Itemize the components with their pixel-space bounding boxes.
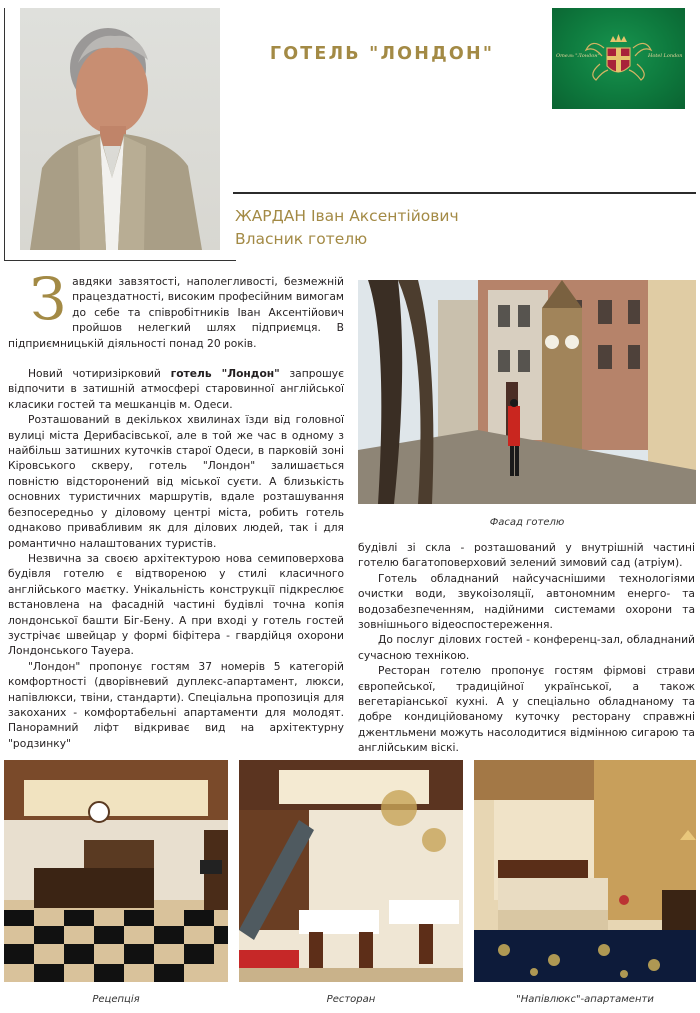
p2-text-before: Новий чотиризірковий (28, 367, 171, 381)
hotel-title: ГОТЕЛЬ "ЛОНДОН" (269, 44, 495, 64)
logo-text-left: Отель "Лондон" (556, 53, 600, 59)
p2-bold: готель "Лондон" (170, 367, 280, 381)
owner-portrait-photo (20, 8, 220, 250)
intro-text: авдяки завзятості, наполегливості, безмежній працездатності, високим професійним вимогам до себе та співробітників Іван Аксентійович пройшов нелегкий шлях підприємця. В підприємницькій діяльності понад 20 років. (8, 275, 344, 350)
header-rule (233, 192, 696, 194)
paragraph: Ресторан готелю пропонує гостям фірмові страви європейської, традиційної української, а також вегетаріанської кухні. А у спеціально обладнаному та добре кондиційованому куточку ресторану справжні джентльмени можуть насолодитися відмінною сигарою та англійським віскі. (358, 664, 695, 755)
frame-line (4, 260, 236, 261)
owner-given-name: Іван Аксентійович (306, 207, 459, 225)
restaurant-photo (239, 760, 463, 982)
frame-line (4, 8, 5, 261)
paragraph (8, 366, 344, 412)
owner-role: Власник готелю (235, 230, 368, 248)
paragraph: "Лондон" пропонує гостям 37 номерів 5 категорій комфортності (дворівневий дуплекс-апартамент, люкси, напівлюкси, твіни, стандарти). Спеціальна пропозиція для закоханих - комфортабельні апартаменти для молодят. Панорамний ліфт відкриває вид на архітектурну "родзинку" (8, 659, 344, 750)
owner-name (235, 207, 459, 225)
intro-paragraph (8, 265, 344, 351)
logo-text-right: Hotel London (648, 53, 683, 59)
facade-photo (358, 280, 696, 504)
paragraph: До послуг ділових гостей - конференц-зал, обладнаний сучасною технікою. (358, 633, 695, 662)
facade-caption: Фасад готелю (489, 517, 565, 528)
paragraph: Розташований в декількох хвилинах їзди від головної вулиці міста Дерибасівської, але в той же час в одному з найбільш затишних куточків старої Одеси, в парковій зоні Кіровського скверу, готель "Лондон" залишається повністю відсторонений від міської суєти. А близькість основних туристичних маршрутів, вдале розташування безпосередньо у діловому центрі міста, робить готель однаково привабливим як для ділових людей, так і для романтично налаштованих туристів. (8, 413, 344, 550)
paragraph: будівлі зі скла - розташований у внутрішній частині готелю багатоповерховий зелений зимовий сад (атріум). (358, 541, 695, 570)
article-column-right (358, 540, 695, 756)
owner-surname: ЖАРДАН (235, 207, 307, 225)
paragraph: Незвична за своєю архітектурою нова семиповерхова будівля готелю є відтвореною у стилі класичного англійського маєтку. Унікальність конструкції підкреслює встановлена на фасадній частині будівлі точна копія лондонської башти Біг-Бену. А при вході у готель гостей зустрічає швейцар у формі біфітера - гвардійця охорони Лондонського Тауера. (8, 551, 344, 658)
dropcap: З (30, 265, 67, 333)
suite-caption: "Напівлюкс"-апартаменти (516, 994, 654, 1005)
reception-photo (4, 760, 228, 982)
hotel-logo (552, 8, 685, 109)
suite-photo (474, 760, 696, 982)
paragraph: Готель обладнаний найсучаснішими технологіями очистки води, звукоізоляції, автономним енерго- та водозабезпеченням, надійними системами охорони та зовнішнього відеоспостереження. (358, 571, 695, 632)
reception-caption: Рецепція (92, 994, 140, 1005)
article-column-left (8, 265, 344, 751)
p2-text-after: запрошує відпочити в затишній атмосфері старовинної англійської класики гостей та мешканців м. Одеси. (8, 367, 344, 411)
restaurant-caption: Ресторан (326, 994, 376, 1005)
